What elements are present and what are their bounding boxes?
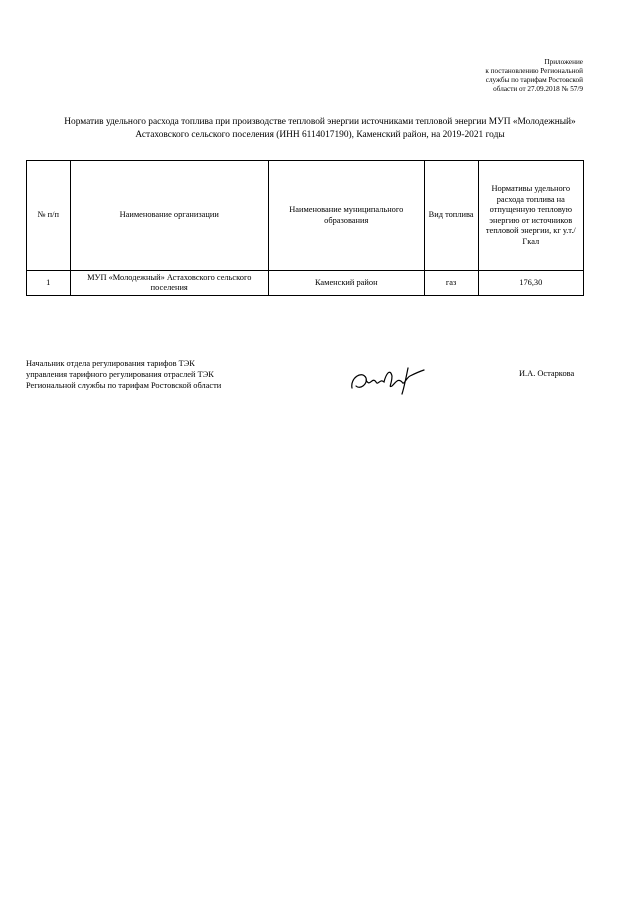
signer-name: И.А. Остаркова xyxy=(519,369,575,378)
appendix-line: службы по тарифам Ростовской xyxy=(485,76,583,84)
header-norm: Нормативы удельного расхода топлива на отпущенную тепловую энергию от источников тепловой энергии, кг у.т./Гкал xyxy=(478,161,583,271)
handwritten-signature xyxy=(348,364,428,396)
header-org: Наименование организации xyxy=(70,161,268,271)
document-title xyxy=(30,116,610,141)
position-line: управления тарифного регулирования отраслей ТЭК xyxy=(26,370,214,379)
appendix-line: к постановлению Региональной xyxy=(485,67,583,75)
title-line-2: Астаховского сельского поселения (ИНН 6114017190), Каменский район, на 2019-2021 годы xyxy=(135,129,505,140)
cell-fuel: газ xyxy=(424,271,478,296)
appendix-note xyxy=(383,58,583,94)
cell-norm: 176,30 xyxy=(478,271,583,296)
header-fuel: Вид топлива xyxy=(424,161,478,271)
norm-table xyxy=(26,160,584,296)
header-municipality: Наименование муниципального образования xyxy=(268,161,424,271)
table-header-row xyxy=(27,161,584,271)
title-line-1: Норматив удельного расхода топлива при производстве тепловой энергии источниками тепловой энергии МУП «Молодежный» xyxy=(64,117,576,127)
position-line: Региональной службы по тарифам Ростовской области xyxy=(26,381,222,390)
appendix-line: Приложение xyxy=(544,58,583,66)
table-row xyxy=(27,271,584,296)
signatory-position xyxy=(26,358,221,391)
cell-org: МУП «Молодежный» Астаховского сельского поселения xyxy=(70,271,268,296)
cell-num: 1 xyxy=(27,271,71,296)
cell-municipality: Каменский район xyxy=(268,271,424,296)
appendix-line: области от 27.09.2018 № 57/9 xyxy=(493,85,583,93)
position-line: Начальник отдела регулирования тарифов ТЭК xyxy=(26,359,195,368)
header-num: № п/п xyxy=(27,161,71,271)
